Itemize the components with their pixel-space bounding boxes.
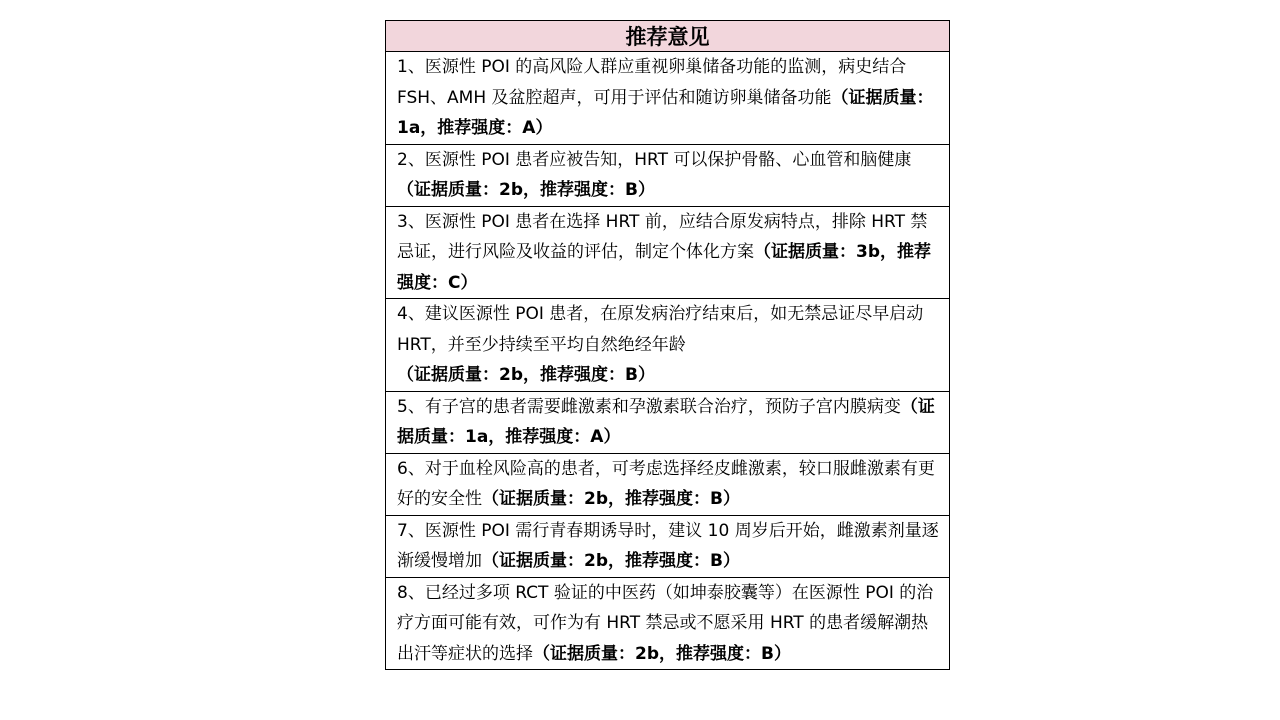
recommendation-row-8 bbox=[386, 578, 949, 670]
recommendation-text: 1、医源性 POI 的高风险人群应重视卵巢储备功能的监测，病史结合 FSH、AMH 及盆腔超声，可用于评估和随访卵巢储备功能 bbox=[397, 57, 907, 108]
evidence-rating: （证据质量：2b，推荐强度：B） bbox=[397, 180, 655, 200]
recommendation-row-6 bbox=[386, 454, 949, 516]
recommendation-text: 5、有子宫的患者需要雌激素和孕激素联合治疗，预防子宫内膜病变 bbox=[397, 396, 901, 417]
recommendation-row-4 bbox=[386, 299, 949, 392]
recommendation-text: 8、已经过多项 RCT 验证的中医药（如坤泰胶囊等）在医源性 POI 的治疗方面可能有效，可作为有 HRT 禁忌或不愿采用 HRT 的患者缓解潮热出汗等症状的选择 bbox=[397, 582, 934, 664]
evidence-rating: （证据质量：2b，推荐强度：B） bbox=[482, 551, 740, 571]
recommendations-table bbox=[385, 20, 950, 670]
evidence-rating: （证据质量：2b，推荐强度：B） bbox=[533, 643, 791, 664]
evidence-rating: （证据质量：1a，推荐强度：A） bbox=[397, 396, 935, 447]
recommendation-row-5 bbox=[386, 392, 949, 454]
table-header: 推荐意见 bbox=[386, 21, 949, 52]
recommendation-text: 7、医源性 POI 需行青春期诱导时，建议 10 周岁后开始，雌激素剂量逐渐缓慢增加 bbox=[397, 520, 939, 571]
recommendation-text: 4、建议医源性 POI 患者，在原发病治疗结束后，如无禁忌证尽早启动 HRT，并至少持续至平均自然绝经年龄 bbox=[397, 304, 924, 355]
evidence-rating: （证据质量：2b，推荐强度：B） bbox=[482, 489, 740, 509]
evidence-rating: （证据质量：3b，推荐强度：C） bbox=[397, 242, 931, 293]
recommendation-text: 2、医源性 POI 患者应被告知，HRT 可以保护骨骼、心血管和脑健康 bbox=[397, 149, 912, 170]
recommendation-row-1 bbox=[386, 52, 949, 145]
evidence-rating: （证据质量：2b，推荐强度：B） bbox=[397, 365, 655, 385]
recommendation-row-7 bbox=[386, 516, 949, 578]
recommendation-row-3 bbox=[386, 207, 949, 300]
recommendation-row-2 bbox=[386, 145, 949, 207]
recommendation-text: 3、医源性 POI 患者在选择 HRT 前，应结合原发病特点，排除 HRT 禁忌证，进行风险及收益的评估，制定个体化方案 bbox=[397, 211, 928, 262]
recommendation-text: 6、对于血栓风险高的患者，可考虑选择经皮雌激素，较口服雌激素有更好的安全性 bbox=[397, 458, 935, 509]
evidence-rating: （证据质量：1a，推荐强度：A） bbox=[397, 87, 934, 138]
